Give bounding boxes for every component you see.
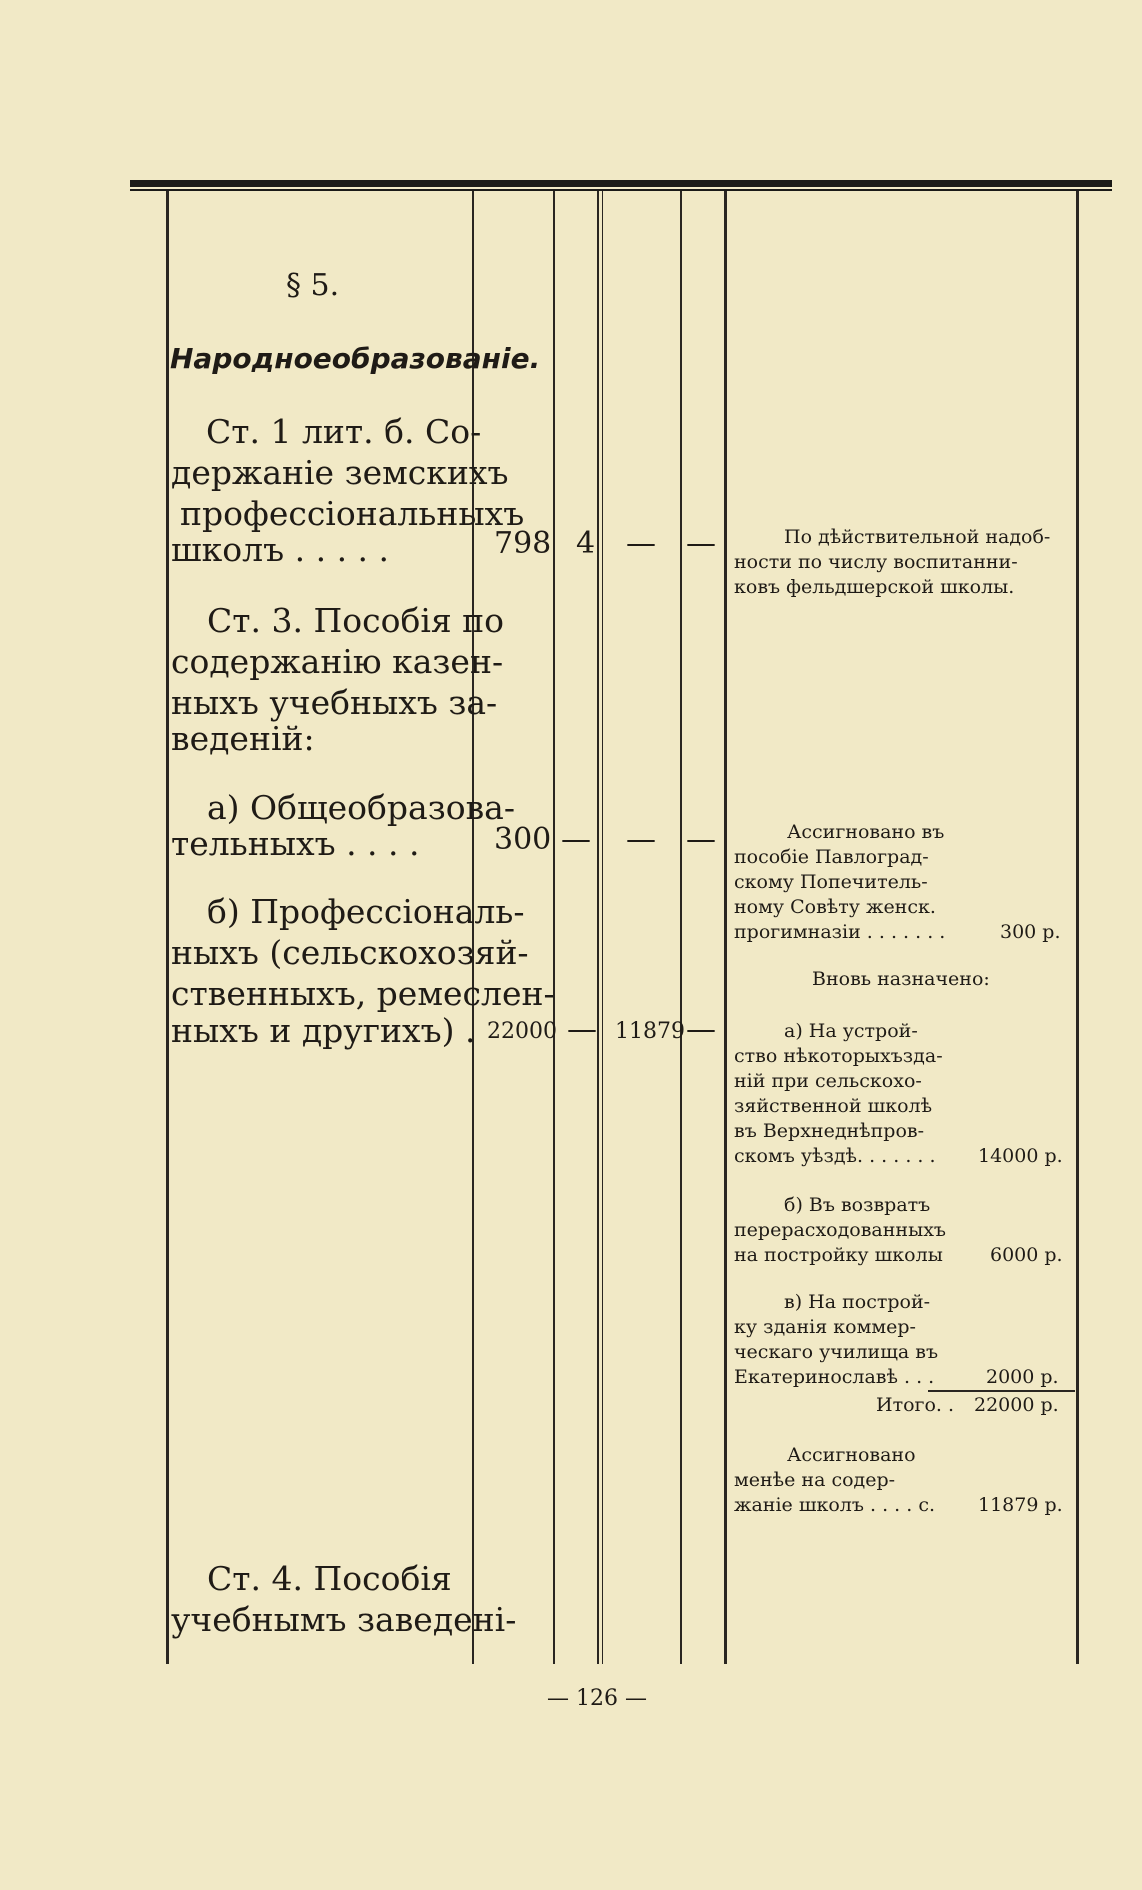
article-text-line: учебнымъ заведені- (171, 1600, 517, 1639)
note-line: Ассигновано (787, 1444, 916, 1466)
note-line: Екатеринославѣ . . . (734, 1366, 935, 1388)
amount-dash: — (626, 822, 656, 857)
amount-dash: — (626, 526, 656, 561)
note-line: въ Верхнеднѣпров- (734, 1120, 925, 1142)
article-text-line: содержанію казен- (171, 642, 504, 681)
column-line (553, 191, 555, 1664)
note-line: ство нѣкоторыхъзда- (734, 1045, 943, 1067)
column-line (1076, 191, 1079, 1664)
article-text-line: школъ . . . . . (171, 530, 390, 569)
amount-rubles: 798 (494, 526, 552, 561)
article-text-line: Ст. 3. Пособія по (207, 601, 505, 640)
note-line: ческаго училища въ (734, 1341, 939, 1363)
article-text-line: веденій: (171, 719, 315, 758)
amount-rubles: 22000 (487, 1019, 557, 1044)
note-line: ній при сельскохо- (734, 1070, 922, 1092)
note-line: прогимназіи . . . . . . . (734, 921, 946, 943)
amount-kopecks: 4 (576, 526, 596, 561)
note-amount: 11879 р. (978, 1494, 1063, 1516)
amount-kopecks: — (567, 1012, 597, 1047)
note-line: Ассигновано въ (787, 821, 945, 843)
note-line: в) На построй- (784, 1291, 931, 1313)
note-amount: 2000 р. (986, 1366, 1059, 1388)
note-amount: 14000 р. (978, 1145, 1063, 1167)
section-number: § 5. (286, 268, 340, 303)
column-line (597, 191, 599, 1664)
article-text-line: держаніе земскихъ (171, 453, 509, 492)
article-text-line: ныхъ учебныхъ за- (171, 683, 498, 722)
note-line: ку зданія коммер- (734, 1316, 916, 1338)
column-line (166, 191, 169, 1664)
note-line: По дѣйствительной надоб- (784, 526, 1051, 548)
note-line: на постройку школы (734, 1244, 943, 1266)
total-label: Итого. . (876, 1394, 955, 1416)
note-line: ности по числу воспитанни- (734, 551, 1018, 573)
note-line: ковъ фельдшерской школы. (734, 576, 1015, 598)
note-line: скомъ уѣздѣ. . . . . . . (734, 1145, 936, 1167)
article-text-line: ныхъ и другихъ) . (171, 1011, 476, 1050)
amount-dash: — (686, 526, 716, 561)
article-text-line: тельныхъ . . . . (171, 824, 420, 863)
note-line: менѣе на содер- (734, 1469, 896, 1491)
note-line: ному Совѣту женск. (734, 896, 936, 918)
article-text-line: ныхъ (сельскохозяй- (171, 933, 529, 972)
amount-kopecks: — (561, 822, 591, 857)
column-line (680, 191, 682, 1664)
article-text-line: б) Профессіональ- (207, 892, 525, 931)
amount-value: 11879 (615, 1019, 685, 1044)
top-rule (130, 180, 1112, 187)
note-line: перерасходованныхъ (734, 1219, 947, 1241)
note-subheading: Вновь назначено: (812, 968, 990, 990)
note-line: зяйственной школѣ (734, 1095, 933, 1117)
column-line (602, 191, 603, 1664)
section-heading: Народноеобразованіе. (170, 342, 541, 375)
article-text-line: Ст. 1 лит. б. Со- (206, 412, 482, 451)
sum-underline (928, 1390, 1075, 1392)
article-text-line: профессіональныхъ (180, 494, 525, 533)
note-line: б) Въ возвратъ (784, 1194, 931, 1216)
page-number: — 126 — (547, 1686, 647, 1711)
article-text-line: а) Общеобразова- (207, 788, 515, 827)
article-text-line: ственныхъ, ремеслен- (171, 974, 555, 1013)
note-amount: 6000 р. (990, 1244, 1063, 1266)
amount-rubles: 300 (494, 822, 552, 857)
note-line: жаніе школъ . . . . с. (734, 1494, 936, 1516)
total-amount: 22000 р. (974, 1394, 1059, 1416)
column-line (724, 191, 727, 1664)
top-rule-thin (130, 189, 1112, 191)
note-line: пособіе Павлоград- (734, 846, 929, 868)
note-amount: 300 р. (1000, 921, 1061, 943)
amount-dash: — (686, 822, 716, 857)
note-line: а) На устрой- (784, 1020, 918, 1042)
article-text-line: Ст. 4. Пособія (207, 1559, 452, 1598)
note-line: скому Попечитель- (734, 871, 928, 893)
amount-dash: — (686, 1012, 716, 1047)
